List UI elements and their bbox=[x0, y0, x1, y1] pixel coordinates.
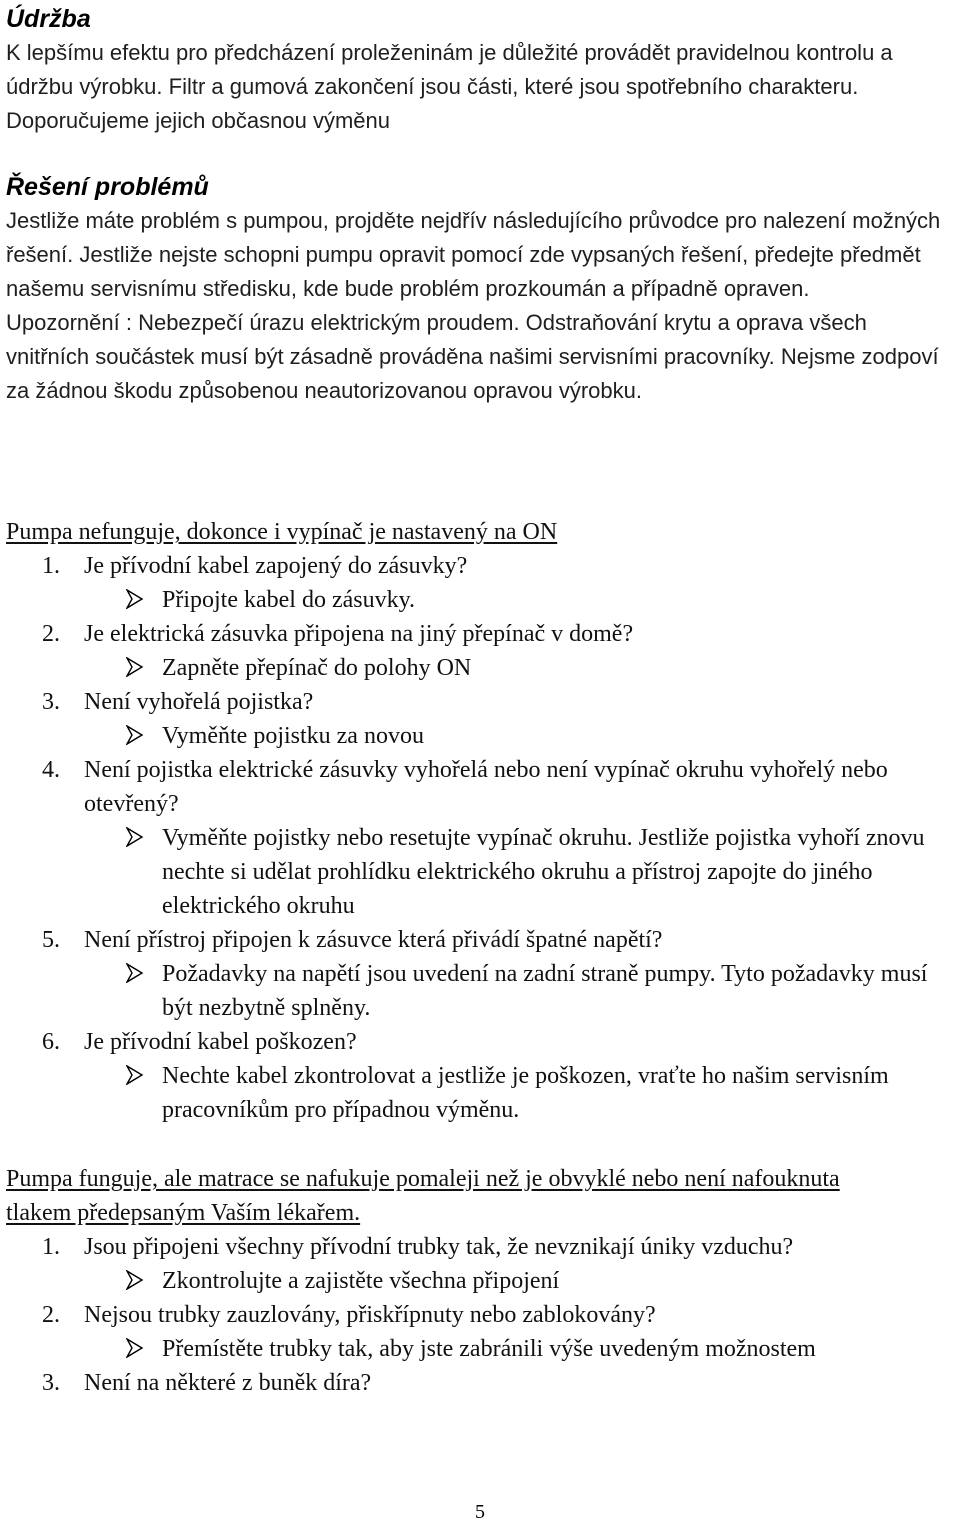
solution-text: Zapněte přepínač do polohy ON bbox=[162, 655, 472, 681]
question-item bbox=[6, 617, 960, 651]
section-2-list bbox=[6, 1230, 960, 1400]
question-text: Není na některé z buněk díra? bbox=[84, 1370, 372, 1396]
question-text: Je přívodní kabel poškozen? bbox=[84, 1029, 357, 1055]
question-number: 4. bbox=[42, 757, 60, 783]
section-1-title: Pumpa nefunguje, dokonce i vypínač je nastavený na ON bbox=[6, 519, 558, 545]
problem-section-1 bbox=[6, 515, 960, 1127]
question-item bbox=[6, 1230, 960, 1264]
page-number: 5 bbox=[475, 1501, 485, 1523]
section-1-list bbox=[6, 549, 960, 1127]
problem-section-2 bbox=[6, 1162, 960, 1400]
arrow-bullet-icon bbox=[126, 821, 162, 923]
troubleshooting-section bbox=[6, 170, 956, 408]
arrow-bullet-icon bbox=[126, 719, 162, 753]
arrow-bullet-icon bbox=[126, 1332, 162, 1366]
solution-text: Přemístěte trubky tak, aby jste zabránili výše uvedeným možnostem bbox=[162, 1336, 816, 1362]
question-number: 5. bbox=[42, 927, 60, 953]
question-item bbox=[6, 549, 960, 583]
solution-text: Nechte kabel zkontrolovat a jestliže je poškozen, vraťte ho našim servisním pracovníkům pro případnou výměnu. bbox=[162, 1063, 889, 1123]
arrow-bullet-icon bbox=[126, 651, 162, 685]
arrow-bullet-icon bbox=[126, 957, 162, 1025]
question-item bbox=[6, 685, 960, 719]
electric-shock-warning: Upozornění : Nebezpečí úrazu elektrickým proudem. Odstraňování krytu a oprava všech vnitřních součástek musí být zásadně prováděna našimi servisními pracovníky. Nejsme zodpoví za žádnou škodu způsobenou neautorizovanou opravou výrobku. bbox=[6, 310, 939, 403]
solution-text: Zkontrolujte a zajistěte všechna připojení bbox=[162, 1268, 560, 1294]
question-number: 1. bbox=[42, 1234, 60, 1260]
question-text: Jsou připojeni všechny přívodní trubky tak, že nevznikají úniky vzduchu? bbox=[84, 1234, 794, 1260]
question-number: 2. bbox=[42, 621, 60, 647]
solution-item bbox=[6, 1332, 960, 1366]
solution-text: Vyměňte pojistky nebo resetujte vypínač okruhu. Jestliže pojistka vyhoří znovu nechte si udělat prohlídku elektrického okruhu a přístroj zapojte do jiného elektrického okruhu bbox=[162, 825, 925, 919]
maintenance-section bbox=[6, 2, 956, 138]
question-number: 1. bbox=[42, 553, 60, 579]
question-item bbox=[6, 1025, 960, 1059]
question-text: Není přístroj připojen k zásuvce která přivádí špatné napětí? bbox=[84, 927, 663, 953]
question-item bbox=[6, 1366, 960, 1400]
question-text: Je přívodní kabel zapojený do zásuvky? bbox=[84, 553, 468, 579]
solution-item bbox=[6, 651, 960, 685]
troubleshooting-heading: Řešení problémů bbox=[6, 173, 209, 201]
solution-item bbox=[6, 821, 960, 923]
question-number: 3. bbox=[42, 1370, 60, 1396]
question-number: 2. bbox=[42, 1302, 60, 1328]
section-2-title: Pumpa funguje, ale matrace se nafukuje pomaleji než je obvyklé nebo není nafouknuta tlakem předepsaným Vaším lékařem. bbox=[6, 1166, 840, 1226]
solution-item bbox=[6, 957, 960, 1025]
maintenance-heading: Údržba bbox=[6, 5, 91, 33]
question-item bbox=[6, 923, 960, 957]
question-text: Není vyhořelá pojistka? bbox=[84, 689, 314, 715]
question-item bbox=[6, 753, 960, 821]
question-text: Nejsou trubky zauzlovány, přiskřípnuty nebo zablokovány? bbox=[84, 1302, 656, 1328]
question-number: 3. bbox=[42, 689, 60, 715]
maintenance-text: K lepšímu efektu pro předcházení proleženinám je důležité provádět pravidelnou kontrolu a údržbu výrobku. Filtr a gumová zakončení jsou části, které jsou spotřebního charakteru. Doporučujeme jejich občasnou výměnu bbox=[6, 40, 893, 133]
solution-item bbox=[6, 1059, 960, 1127]
question-item bbox=[6, 1298, 960, 1332]
solution-text: Požadavky na napětí jsou uvedení na zadní straně pumpy. Tyto požadavky musí být nezbytně splněny. bbox=[162, 961, 928, 1021]
question-text: Je elektrická zásuvka připojena na jiný přepínač v domě? bbox=[84, 621, 634, 647]
solution-item bbox=[6, 1264, 960, 1298]
solution-item bbox=[6, 583, 960, 617]
troubleshooting-intro: Jestliže máte problém s pumpou, projděte nejdřív následujícího průvodce pro nalezení možných řešení. Jestliže nejste schopni pumpu opravit pomocí zde vypsaných řešení, předejte předmět našemu servisnímu středisku, kde bude problém prozkoumán a případně opraven. bbox=[6, 208, 941, 301]
arrow-bullet-icon bbox=[126, 583, 162, 617]
question-number: 6. bbox=[42, 1029, 60, 1055]
question-text: Není pojistka elektrické zásuvky vyhořelá nebo není vypínač okruhu vyhořelý nebo otevřený? bbox=[84, 757, 888, 817]
solution-text: Vyměňte pojistku za novou bbox=[162, 723, 424, 749]
arrow-bullet-icon bbox=[126, 1264, 162, 1298]
solution-item bbox=[6, 719, 960, 753]
arrow-bullet-icon bbox=[126, 1059, 162, 1127]
solution-text: Připojte kabel do zásuvky. bbox=[162, 587, 416, 613]
